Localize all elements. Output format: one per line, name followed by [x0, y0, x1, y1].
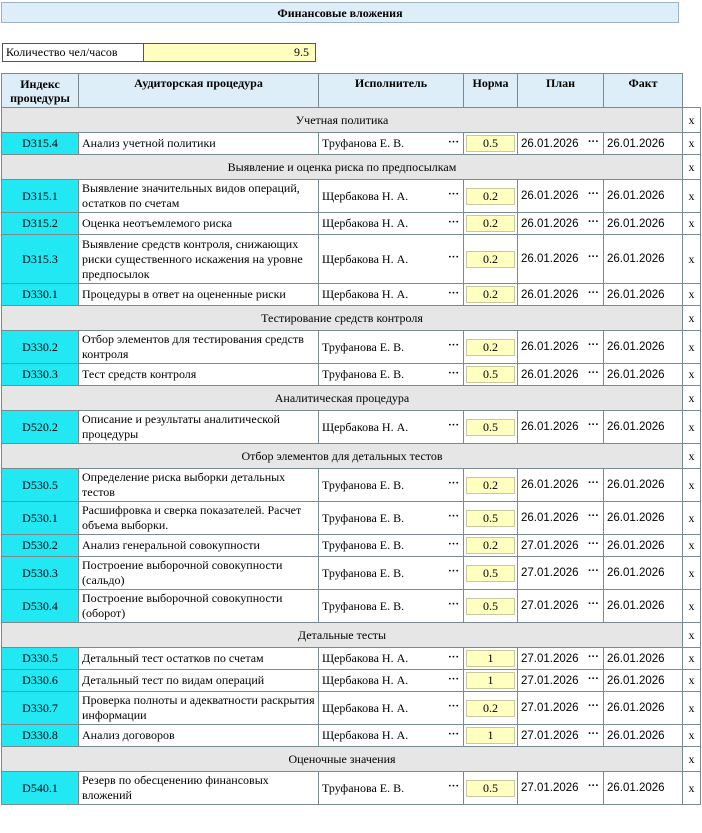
performer-cell[interactable] — [319, 235, 464, 284]
norm-value[interactable]: 0.5 — [466, 565, 515, 582]
performer-picker-icon[interactable]: ··· — [447, 286, 459, 299]
delete-row-button[interactable]: x — [683, 692, 701, 725]
plan-date: 26.01.2026 — [521, 137, 579, 150]
plan-date: 26.01.2026 — [521, 421, 579, 433]
section-title: Аналитическая процедура — [2, 386, 683, 411]
performer-name: Труфанова Е. В. — [322, 510, 405, 525]
plan-date: 26.01.2026 — [521, 253, 579, 265]
performer-cell[interactable] — [319, 535, 464, 557]
performer-name: Щербакова Н. А. — [322, 251, 409, 266]
plan-picker-icon[interactable]: ··· — [588, 780, 599, 792]
table-row — [2, 692, 701, 725]
fact-cell[interactable] — [604, 692, 683, 725]
norm-cell[interactable] — [464, 284, 518, 306]
fact-date: 26.01.2026 — [607, 253, 665, 265]
header-row — [2, 74, 701, 108]
norm-cell[interactable] — [464, 535, 518, 557]
plan-date: 27.01.2026 — [521, 567, 579, 579]
performer-picker-icon[interactable]: ··· — [447, 215, 459, 228]
fact-cell[interactable] — [604, 590, 683, 623]
fact-cell[interactable] — [604, 331, 683, 364]
fact-date: 26.01.2026 — [607, 512, 665, 524]
procedures-table — [1, 73, 701, 805]
plan-picker-icon[interactable]: ··· — [588, 700, 599, 712]
col-header-norm: Норма — [464, 74, 518, 108]
delete-section-button[interactable]: x — [683, 155, 701, 180]
performer-cell[interactable] — [319, 557, 464, 590]
procedure-name: Анализ учетной политики — [79, 133, 319, 155]
fact-date: 26.01.2026 — [607, 190, 665, 202]
col-header-index: Индекс процедуры — [2, 74, 79, 108]
plan-cell[interactable] — [518, 235, 604, 284]
procedure-name: Построение выборочной совокупности (сальдо) — [79, 557, 319, 590]
procedure-index[interactable]: D330.6 — [2, 670, 79, 692]
norm-cell[interactable] — [464, 725, 518, 747]
procedure-name: Резерв по обесценению финансовых вложений — [79, 772, 319, 805]
plan-cell[interactable] — [518, 469, 604, 502]
fact-cell[interactable] — [604, 469, 683, 502]
plan-picker-icon[interactable]: ··· — [588, 565, 599, 577]
norm-cell[interactable] — [464, 772, 518, 805]
table-row — [2, 180, 701, 213]
performer-picker-icon[interactable]: ··· — [447, 700, 459, 712]
plan-date: 26.01.2026 — [521, 479, 579, 491]
section-title: Оценочные значения — [2, 747, 683, 772]
performer-cell[interactable] — [319, 725, 464, 747]
procedure-name: Тест средств контроля — [79, 364, 319, 386]
plan-picker-icon[interactable]: ··· — [588, 672, 599, 685]
plan-cell[interactable] — [518, 557, 604, 590]
performer-name: Щербакова Н. А. — [322, 287, 409, 301]
fact-cell[interactable] — [604, 235, 683, 284]
performer-name: Труфанова Е. В. — [322, 565, 405, 580]
fact-date: 26.01.2026 — [607, 539, 665, 552]
delete-row-button[interactable]: x — [683, 670, 701, 692]
performer-name: Труфанова Е. В. — [322, 780, 405, 795]
norm-value[interactable]: 1 — [466, 650, 515, 667]
procedure-index[interactable]: D330.3 — [2, 364, 79, 386]
table-row — [2, 133, 701, 155]
fact-date: 26.01.2026 — [607, 341, 665, 353]
performer-name: Труфанова Е. В. — [322, 538, 405, 552]
section-title: Тестирование средств контроля — [2, 306, 683, 331]
norm-cell[interactable] — [464, 235, 518, 284]
fact-date: 26.01.2026 — [607, 674, 665, 687]
performer-name: Труфанова Е. В. — [322, 136, 405, 150]
norm-cell[interactable] — [464, 469, 518, 502]
plan-picker-icon[interactable]: ··· — [588, 188, 599, 200]
procedure-name: Отбор элементов для тестирования средств контроля — [79, 331, 319, 364]
norm-value[interactable]: 1 — [466, 672, 515, 689]
table-row — [2, 284, 701, 306]
section-row — [2, 108, 701, 133]
norm-value[interactable]: 0.2 — [466, 537, 515, 554]
table-row — [2, 670, 701, 692]
fact-date: 26.01.2026 — [607, 137, 665, 150]
performer-name: Щербакова Н. А. — [322, 419, 409, 434]
procedure-index[interactable]: D530.3 — [2, 557, 79, 590]
plan-cell[interactable] — [518, 725, 604, 747]
norm-value[interactable]: 0.5 — [466, 780, 515, 797]
norm-value[interactable]: 0.5 — [466, 419, 515, 436]
fact-cell[interactable] — [604, 411, 683, 444]
norm-value[interactable]: 0.2 — [466, 188, 515, 205]
procedure-index[interactable]: D520.2 — [2, 411, 79, 444]
fact-date: 26.01.2026 — [607, 368, 665, 381]
plan-picker-icon[interactable]: ··· — [588, 598, 599, 610]
procedure-name: Расшифровка и сверка показателей. Расчет объема выборки. — [79, 502, 319, 535]
table-row — [2, 502, 701, 535]
norm-value[interactable]: 0.2 — [466, 286, 515, 303]
performer-picker-icon[interactable]: ··· — [447, 510, 459, 522]
plan-date: 26.01.2026 — [521, 341, 579, 353]
fact-cell[interactable] — [604, 284, 683, 306]
performer-cell[interactable] — [319, 364, 464, 386]
norm-cell[interactable] — [464, 213, 518, 235]
col-header-fact: Факт — [604, 74, 683, 108]
section-title: Учетная политика — [2, 108, 683, 133]
plan-cell[interactable] — [518, 648, 604, 670]
plan-date: 27.01.2026 — [521, 674, 579, 687]
delete-row-button[interactable]: x — [683, 213, 701, 235]
fact-cell[interactable] — [604, 180, 683, 213]
norm-cell[interactable] — [464, 502, 518, 535]
delete-row-button[interactable]: x — [683, 235, 701, 284]
delete-row-button[interactable]: x — [683, 590, 701, 623]
performer-cell[interactable] — [319, 648, 464, 670]
delete-row-button[interactable]: x — [683, 557, 701, 590]
performer-picker-icon[interactable]: ··· — [447, 650, 459, 663]
performer-cell[interactable] — [319, 213, 464, 235]
procedure-name: Описание и результаты аналитической процедуры — [79, 411, 319, 444]
norm-cell[interactable] — [464, 411, 518, 444]
plan-cell[interactable] — [518, 535, 604, 557]
hours-value[interactable]: 9.5 — [143, 43, 316, 62]
table-row — [2, 213, 701, 235]
performer-name: Щербакова Н. А. — [322, 700, 409, 715]
procedure-index[interactable]: D315.4 — [2, 133, 79, 155]
performer-picker-icon[interactable]: ··· — [447, 251, 459, 263]
plan-date: 27.01.2026 — [521, 539, 579, 552]
performer-cell[interactable] — [319, 133, 464, 155]
page-title: Финансовые вложения — [1, 2, 679, 23]
procedure-index[interactable]: D530.5 — [2, 469, 79, 502]
plan-cell[interactable] — [518, 411, 604, 444]
table-row — [2, 235, 701, 284]
performer-picker-icon[interactable]: ··· — [447, 565, 459, 577]
plan-cell[interactable] — [518, 772, 604, 805]
plan-picker-icon[interactable]: ··· — [588, 537, 599, 550]
plan-date: 27.01.2026 — [521, 652, 579, 665]
fact-date: 26.01.2026 — [607, 702, 665, 714]
plan-cell[interactable] — [518, 180, 604, 213]
plan-picker-icon[interactable]: ··· — [588, 650, 599, 663]
procedure-name: Детальный тест остатков по счетам — [79, 648, 319, 670]
delete-row-button[interactable]: x — [683, 133, 701, 155]
procedure-index[interactable]: D530.1 — [2, 502, 79, 535]
delete-row-button[interactable]: x — [683, 284, 701, 306]
table-row — [2, 411, 701, 444]
section-row — [2, 306, 701, 331]
delete-row-button[interactable]: x — [683, 502, 701, 535]
plan-date: 26.01.2026 — [521, 217, 579, 230]
plan-date: 27.01.2026 — [521, 600, 579, 612]
performer-picker-icon[interactable]: ··· — [447, 780, 459, 792]
plan-cell[interactable] — [518, 590, 604, 623]
fact-date: 26.01.2026 — [607, 479, 665, 491]
procedure-name: Анализ генеральной совокупности — [79, 535, 319, 557]
col-header-plan: План — [518, 74, 604, 108]
plan-picker-icon[interactable]: ··· — [588, 251, 599, 263]
table-row — [2, 557, 701, 590]
fact-cell[interactable] — [604, 725, 683, 747]
section-row — [2, 747, 701, 772]
delete-row-button[interactable]: x — [683, 648, 701, 670]
performer-picker-icon[interactable]: ··· — [447, 419, 459, 431]
col-header-procedure: Аудиторская процедура — [79, 74, 319, 108]
plan-date: 27.01.2026 — [521, 702, 579, 714]
performer-picker-icon[interactable]: ··· — [447, 366, 459, 379]
norm-value[interactable]: 0.5 — [466, 366, 515, 383]
performer-cell[interactable] — [319, 692, 464, 725]
procedure-index[interactable]: D530.2 — [2, 535, 79, 557]
fact-date: 26.01.2026 — [607, 652, 665, 665]
procedure-name: Выявление средств контроля, снижающих риски существенного искажения на уровне предпосылок — [79, 235, 319, 284]
table-row — [2, 648, 701, 670]
delete-section-button[interactable]: x — [683, 747, 701, 772]
delete-section-button[interactable]: x — [683, 623, 701, 648]
section-title: Детальные тесты — [2, 623, 683, 648]
performer-name: Щербакова Н. А. — [322, 188, 409, 203]
fact-cell[interactable] — [604, 502, 683, 535]
procedure-name: Построение выборочной совокупности (оборот) — [79, 590, 319, 623]
section-title: Выявление и оценка риска по предпосылкам — [2, 155, 683, 180]
norm-value[interactable]: 0.5 — [466, 510, 515, 527]
table-row — [2, 535, 701, 557]
section-title: Отбор элементов для детальных тестов — [2, 444, 683, 469]
delete-section-button[interactable]: x — [683, 108, 701, 133]
plan-cell[interactable] — [518, 692, 604, 725]
fact-cell[interactable] — [604, 213, 683, 235]
plan-date: 26.01.2026 — [521, 190, 579, 202]
plan-picker-icon[interactable]: ··· — [588, 366, 599, 379]
performer-cell[interactable] — [319, 411, 464, 444]
norm-cell[interactable] — [464, 133, 518, 155]
fact-date: 26.01.2026 — [607, 782, 665, 794]
fact-cell[interactable] — [604, 557, 683, 590]
norm-value[interactable]: 0.5 — [466, 135, 515, 152]
procedure-index[interactable]: D330.8 — [2, 725, 79, 747]
performer-name: Щербакова Н. А. — [322, 216, 409, 230]
plan-picker-icon[interactable]: ··· — [588, 510, 599, 522]
norm-cell[interactable] — [464, 648, 518, 670]
procedure-index[interactable]: D315.3 — [2, 235, 79, 284]
norm-cell[interactable] — [464, 692, 518, 725]
table-row — [2, 725, 701, 747]
norm-cell[interactable] — [464, 557, 518, 590]
norm-cell[interactable] — [464, 180, 518, 213]
delete-row-button[interactable]: x — [683, 469, 701, 502]
plan-date: 26.01.2026 — [521, 288, 579, 301]
fact-cell[interactable] — [604, 670, 683, 692]
norm-value[interactable]: 0.5 — [466, 598, 515, 615]
fact-date: 26.01.2026 — [607, 729, 665, 742]
procedure-name: Анализ договоров — [79, 725, 319, 747]
delete-section-button[interactable]: x — [683, 306, 701, 331]
section-row — [2, 444, 701, 469]
plan-date: 26.01.2026 — [521, 512, 579, 524]
plan-cell[interactable] — [518, 364, 604, 386]
performer-cell[interactable] — [319, 502, 464, 535]
performer-name: Щербакова Н. А. — [322, 651, 409, 665]
performer-picker-icon[interactable]: ··· — [447, 135, 459, 148]
plan-picker-icon[interactable]: ··· — [588, 215, 599, 228]
fact-date: 26.01.2026 — [607, 288, 665, 301]
delete-row-button[interactable]: x — [683, 364, 701, 386]
performer-name: Труфанова Е. В. — [322, 339, 405, 354]
table-row — [2, 469, 701, 502]
fact-cell[interactable] — [604, 535, 683, 557]
plan-cell[interactable] — [518, 213, 604, 235]
table-row — [2, 590, 701, 623]
norm-value[interactable]: 1 — [466, 727, 515, 744]
performer-cell[interactable] — [319, 180, 464, 213]
performer-cell[interactable] — [319, 469, 464, 502]
fact-date: 26.01.2026 — [607, 217, 665, 230]
fact-date: 26.01.2026 — [607, 567, 665, 579]
section-row — [2, 386, 701, 411]
plan-picker-icon[interactable]: ··· — [588, 135, 599, 148]
norm-cell[interactable] — [464, 331, 518, 364]
procedure-index[interactable]: D315.1 — [2, 180, 79, 213]
performer-name: Труфанова Е. В. — [322, 367, 405, 381]
hours-label: Количество чел/часов — [2, 43, 144, 62]
norm-cell[interactable] — [464, 590, 518, 623]
norm-value[interactable]: 0.2 — [466, 700, 515, 717]
table-row — [2, 772, 701, 805]
procedure-name: Оценка неотъемлемого риска — [79, 213, 319, 235]
norm-value[interactable]: 0.2 — [466, 215, 515, 232]
fact-date: 26.01.2026 — [607, 421, 665, 433]
performer-picker-icon[interactable]: ··· — [447, 598, 459, 610]
performer-cell[interactable] — [319, 331, 464, 364]
procedure-name: Детальный тест по видам операций — [79, 670, 319, 692]
performer-name: Труфанова Е. В. — [322, 598, 405, 613]
performer-cell[interactable] — [319, 772, 464, 805]
procedure-index[interactable]: D315.2 — [2, 213, 79, 235]
performer-picker-icon[interactable]: ··· — [447, 188, 459, 200]
performer-cell[interactable] — [319, 590, 464, 623]
plan-picker-icon[interactable]: ··· — [588, 286, 599, 299]
performer-name: Труфанова Е. В. — [322, 477, 405, 492]
procedure-index[interactable]: D330.1 — [2, 284, 79, 306]
section-row — [2, 623, 701, 648]
procedure-index[interactable]: D540.1 — [2, 772, 79, 805]
procedure-index[interactable]: D330.5 — [2, 648, 79, 670]
performer-cell[interactable] — [319, 284, 464, 306]
fact-cell[interactable] — [604, 364, 683, 386]
fact-date: 26.01.2026 — [607, 600, 665, 612]
plan-date: 27.01.2026 — [521, 782, 579, 794]
section-row — [2, 155, 701, 180]
performer-cell[interactable] — [319, 670, 464, 692]
norm-cell[interactable] — [464, 364, 518, 386]
plan-cell[interactable] — [518, 331, 604, 364]
fact-cell[interactable] — [604, 772, 683, 805]
table-row — [2, 331, 701, 364]
plan-date: 26.01.2026 — [521, 368, 579, 381]
plan-cell[interactable] — [518, 284, 604, 306]
delete-row-button[interactable]: x — [683, 772, 701, 805]
performer-name: Щербакова Н. А. — [322, 673, 409, 687]
norm-value[interactable]: 0.2 — [466, 251, 515, 268]
performer-picker-icon[interactable]: ··· — [447, 339, 459, 351]
plan-picker-icon[interactable]: ··· — [588, 727, 599, 740]
procedure-name: Проверка полноты и адекватности раскрытия информации — [79, 692, 319, 725]
procedure-index[interactable]: D330.7 — [2, 692, 79, 725]
procedure-index[interactable]: D330.2 — [2, 331, 79, 364]
procedure-name: Выявление значительных видов операций, остатков по счетам — [79, 180, 319, 213]
delete-row-button[interactable]: x — [683, 535, 701, 557]
procedure-index[interactable]: D530.4 — [2, 590, 79, 623]
col-header-performer: Исполнитель — [319, 74, 464, 108]
fact-cell[interactable] — [604, 133, 683, 155]
plan-picker-icon[interactable]: ··· — [588, 339, 599, 351]
plan-cell[interactable] — [518, 670, 604, 692]
plan-picker-icon[interactable]: ··· — [588, 419, 599, 431]
procedure-name: Определение риска выборки детальных тестов — [79, 469, 319, 502]
norm-value[interactable]: 0.2 — [466, 477, 515, 494]
delete-section-button[interactable]: x — [683, 386, 701, 411]
delete-row-button[interactable]: x — [683, 411, 701, 444]
plan-cell[interactable] — [518, 502, 604, 535]
plan-cell[interactable] — [518, 133, 604, 155]
norm-value[interactable]: 0.2 — [466, 339, 515, 356]
performer-name: Щербакова Н. А. — [322, 728, 409, 742]
performer-picker-icon[interactable]: ··· — [447, 477, 459, 489]
table-row — [2, 364, 701, 386]
plan-picker-icon[interactable]: ··· — [588, 477, 599, 489]
delete-row-button[interactable]: x — [683, 725, 701, 747]
delete-row-button[interactable]: x — [683, 180, 701, 213]
delete-section-button[interactable]: x — [683, 444, 701, 469]
plan-date: 27.01.2026 — [521, 729, 579, 742]
procedure-name: Процедуры в ответ на оцененные риски — [79, 284, 319, 306]
performer-picker-icon[interactable]: ··· — [447, 727, 459, 740]
performer-picker-icon[interactable]: ··· — [447, 672, 459, 685]
fact-cell[interactable] — [604, 648, 683, 670]
performer-picker-icon[interactable]: ··· — [447, 537, 459, 550]
delete-row-button[interactable]: x — [683, 331, 701, 364]
norm-cell[interactable] — [464, 670, 518, 692]
